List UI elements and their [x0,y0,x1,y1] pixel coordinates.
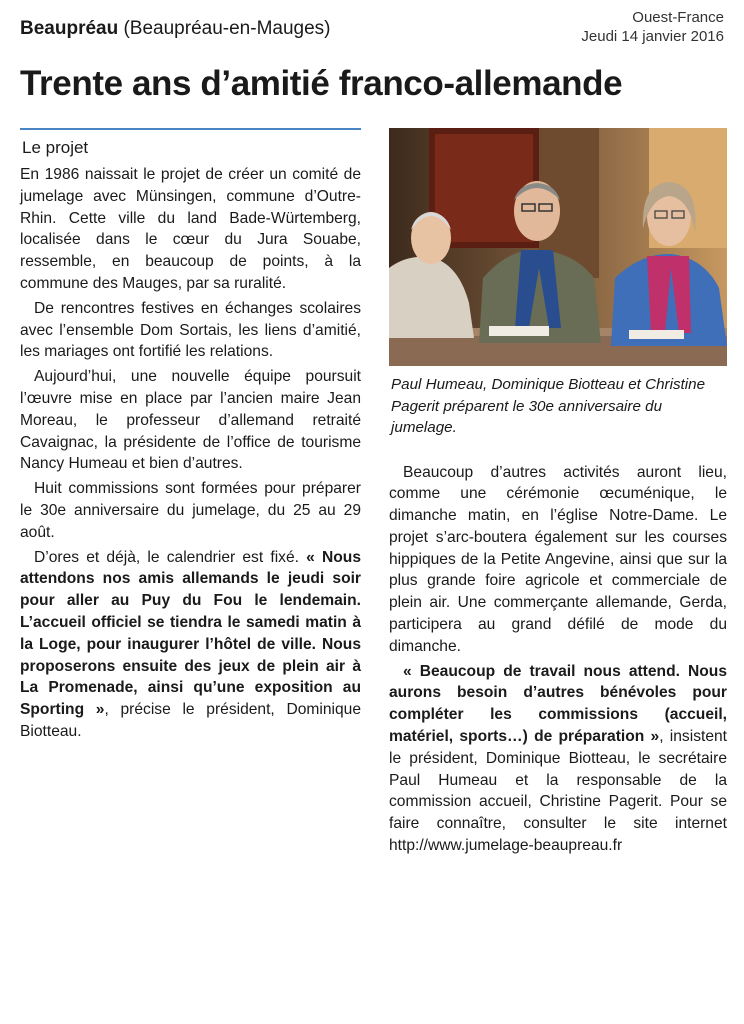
paragraph: De rencontres festives en échanges scolaires avec l’ensemble Dom Sortais, les liens d’amitié, les mariages ont fortifié les relations. [20,299,361,361]
paragraph: Huit commissions sont formées pour préparer le 30e anniversaire du jumelage, du 25 au 29 août. [20,480,361,541]
paragraph-tail: , insistent le président, Dominique Biotteau, le secrétaire Paul Humeau et la responsable de la commission accueil, Christine Pagerit. Pour se faire connaître, consulter le site internet http://www.jumelage-beaupreau.fr [389,728,727,855]
paragraph-tail: , précise le président, Dominique Biotteau. [20,701,361,740]
right-column [389,128,727,860]
publication-date: Jeudi 14 janvier 2016 [581,28,724,45]
location-line [20,18,331,40]
photo-three-people-icon [389,128,727,366]
paragraph [389,661,727,857]
article-headline: Trente ans d’amitié franco-allemande [20,64,623,103]
left-body [20,164,361,743]
paragraph: En 1986 naissait le projet de créer un comité de jumelage avec Münsingen, commune d’Outre-Rhin. Cette ville du land Bade-Würtemberg, localisée dans le cœur du Jura Souabe, ressemble, en beaucoup de points, à la commune des Mauges, par sa ruralité. [20,166,361,292]
article-photo [389,128,727,366]
page-header [20,9,724,48]
right-body [389,462,727,857]
photo-caption: Paul Humeau, Dominique Biotteau et Christine Pagerit préparent le 30e anniversaire du jumelage. [391,376,706,436]
paragraph-lead: D’ores et déjà, le calendrier est fixé. [34,548,299,566]
quote-text: « Nous attendons nos amis allemands le jeudi soir pour aller au Puy du Fou le lendemain. L’accueil officiel se tiendra le samedi matin à la Loge, pour inaugurer l’hôtel de ville. Nous proposerons ensuite des jeux de plein air à La Promenade, ainsi qu’une exposition au Sporting » [20,548,361,719]
paragraph: Beaucoup d’autres activités auront lieu, comme une cérémonie œcuménique, le dimanche matin, en l’église Notre-Dame. Le projet s’arc-boutera également sur les courses hippiques de la Petite Angevine, ainsi que sur la plus grande foire agricole et commerciale de plein air. Une commerçante allemande, Gerda, participera au grand défilé de mode du dimanche. [389,463,727,655]
paragraph: Aujourd’hui, une nouvelle équipe poursuit l’œuvre mise en place par l’ancien maire Jean Moreau, le professeur d’allemand retraité Cavaignac, la présidente de l’office de tourisme Nancy Humeau et bien d’autres. [20,368,361,473]
section-rule [20,128,361,130]
section-heading: Le projet [22,138,89,157]
quote-text: « Beaucoup de travail nous attend. Nous aurons besoin d’autres bénévoles pour compléter les commissions (accueil, matériel, sports…) de préparation » [389,662,727,746]
publication-info [581,8,724,46]
location-subtitle: (Beaupréau-en-Mauges) [123,18,331,39]
left-column [20,128,361,746]
publication-name: Ouest-France [632,9,724,26]
location-name: Beaupréau [20,18,119,39]
paragraph [20,547,361,743]
